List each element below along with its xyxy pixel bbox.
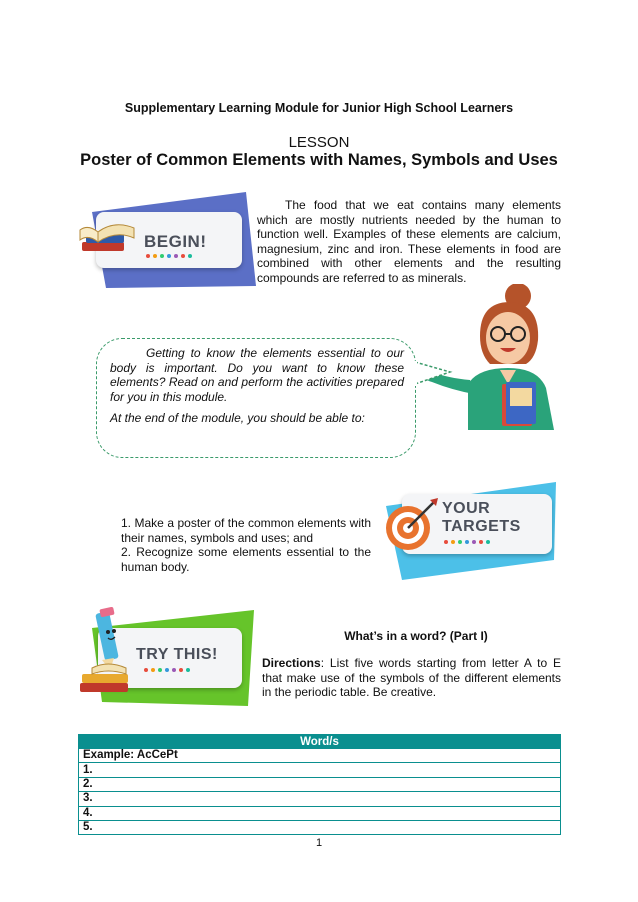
word-table-header: Word/s: [79, 735, 561, 749]
bubble-objective-intro: At the end of the module, you should be able to:: [110, 411, 365, 426]
table-row: [79, 806, 561, 820]
speech-bubble-tail: [408, 358, 454, 388]
table-row: [79, 792, 561, 806]
begin-paragraph: The food that we eat contains many elements which are mostly nutrients needed by the human to function well. Examples of these elements are calcium, magnesium, zinc and iron. These elements in food are combined with other elements and the resulting compounds are referred to as minerals.: [257, 198, 561, 285]
begin-dots: [146, 254, 192, 258]
word-cell-5[interactable]: 5.: [79, 820, 561, 834]
page-number: 1: [315, 837, 323, 849]
directions-paragraph: [262, 656, 561, 700]
lesson-label: LESSON: [288, 134, 350, 151]
try-this-banner-label: TRY THIS!: [136, 646, 218, 663]
word-cell-1[interactable]: 1.: [79, 763, 561, 777]
table-row: [79, 820, 561, 834]
lesson-title: Poster of Common Elements with Names, Symbols and Uses: [80, 151, 558, 169]
table-row: [79, 749, 561, 763]
targets-banner: [380, 480, 562, 584]
table-row: [79, 777, 561, 791]
bubble-paragraph: Getting to know the elements essential to our body is important. Do you want to know these elements? Read on and perform the activities prepared for you in this module.: [110, 346, 404, 404]
word-table: [78, 734, 561, 835]
table-row: [79, 763, 561, 777]
word-cell-4[interactable]: 4.: [79, 806, 561, 820]
target-icon: [382, 496, 440, 554]
begin-banner-label: BEGIN!: [144, 232, 207, 251]
pencil-books-icon: [78, 604, 136, 700]
speech-bubble-text: [110, 346, 404, 426]
target-item-1: 1. Make a poster of the common elements with their names, symbols and uses; and: [121, 516, 371, 545]
targets-list: [121, 516, 371, 574]
targets-banner-label-2: TARGETS: [442, 518, 521, 535]
target-item-2: 2. Recognize some elements essential to the human body.: [121, 545, 371, 574]
activity-heading: What’s in a word? (Part I): [344, 629, 488, 643]
word-cell-2[interactable]: 2.: [79, 777, 561, 791]
word-cell-example[interactable]: Example: AcCePt: [79, 749, 561, 763]
try-this-banner: [78, 604, 260, 710]
directions-text: : List five words starting from letter A to E that make use of the symbols of the different elements in the periodic table. Be creative.: [262, 656, 561, 700]
module-title: Supplementary Learning Module for Junior High School Learners: [124, 101, 514, 115]
try-this-dots: [144, 668, 190, 672]
targets-banner-label-1: YOUR: [442, 500, 491, 517]
begin-banner: [78, 190, 260, 292]
directions-label: Directions: [262, 656, 321, 670]
targets-dots: [444, 540, 490, 544]
books-icon: [78, 218, 140, 258]
word-cell-3[interactable]: 3.: [79, 792, 561, 806]
